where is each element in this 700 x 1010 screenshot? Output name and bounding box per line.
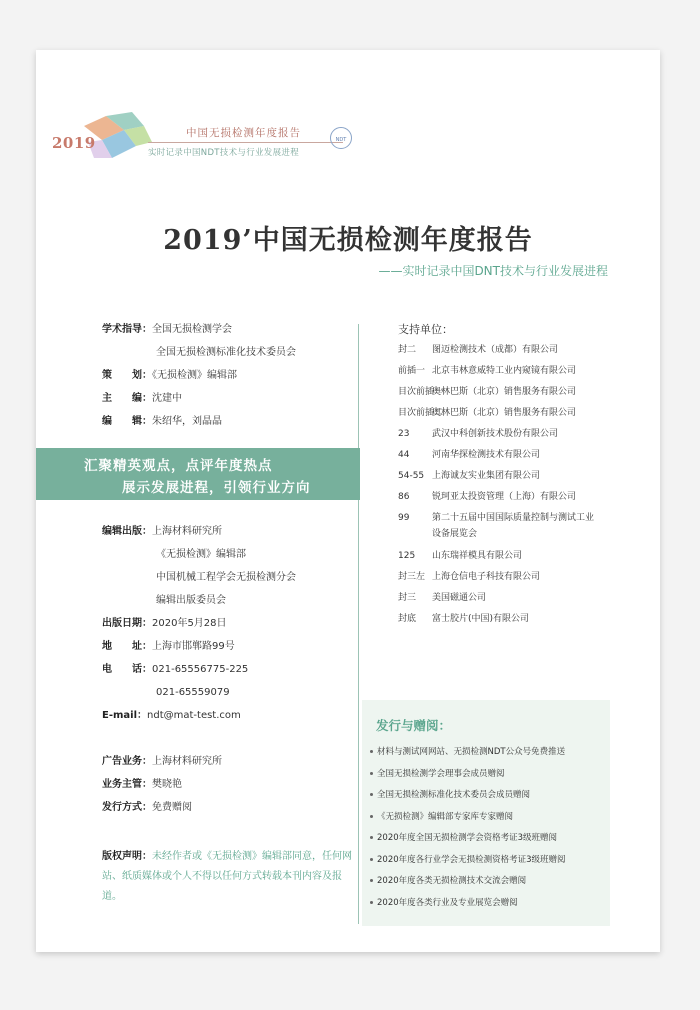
manager-value: 樊晓艳	[152, 779, 182, 790]
slogan-banner	[36, 448, 360, 500]
support-item-company: 第二十五届中国国际质量控制与测试工业	[432, 513, 595, 523]
distribution-item	[370, 788, 530, 800]
distribution-item-text: 2020年度全国无损检测学会资格考证3级班赠阅	[377, 833, 558, 843]
support-item-page: 封三	[398, 593, 417, 603]
chief-editor-value: 沈建中	[152, 393, 182, 404]
document-page	[36, 50, 660, 952]
copyright-notice: 版权声明：未经作者或《无损检测》编辑部同意，任何网站、纸质媒体或个人不得以任何方式转载本刊内容及报道。	[102, 851, 352, 902]
support-item-company: 美国磁通公司	[432, 593, 487, 603]
guidance-value-2: 全国无损检测标准化技术委员会	[156, 347, 296, 358]
support-item-page: 99	[398, 513, 410, 523]
support-item-company: 奥林巴斯（北京）销售服务有限公司	[432, 387, 577, 397]
guidance-row: 学术指导：全国无损检测学会	[102, 324, 232, 335]
distribution-item	[370, 810, 513, 822]
distribution-item-text: 2020年度各类行业及专业展览会赠阅	[377, 897, 518, 908]
editor-row: 编 辑：朱绍华，刘晶晶	[102, 416, 222, 427]
slogan-line-1: 汇聚精英观点，点评年度热点	[84, 458, 273, 474]
distribution-value: 免费赠阅	[152, 802, 192, 813]
slogan-line-2: 展示发展进程，引领行业方向	[122, 480, 311, 496]
publisher-value-3: 中国机械工程学会无损检测分会	[156, 572, 296, 583]
logo-subtitle: 实时记录中国NDT技术与行业发展进程	[148, 148, 299, 158]
manager-row: 业务主管：樊晓艳	[102, 779, 182, 790]
address-label: 地 址	[102, 641, 142, 652]
distribution-row: 发行方式：免费赠阅	[102, 802, 192, 813]
email-label: E-mail	[102, 710, 138, 721]
publisher-value-4: 编辑出版委员会	[156, 595, 226, 606]
support-item-page: 封二	[398, 345, 417, 355]
distribution-item-text: 材料与测试网网站、无损检测NDT公众号免费推送	[377, 747, 566, 757]
support-item-page: 目次前插一	[398, 387, 444, 397]
address-row: 地 址：上海市邯郸路99号	[102, 641, 235, 652]
phone-row: 电 话：021-65556775-225	[102, 664, 249, 675]
email-value[interactable]: ndt@mat-test.com	[147, 710, 241, 721]
distribution-item	[370, 853, 566, 865]
support-item-company: 上海诚友实业集团有限公司	[432, 471, 541, 481]
ad-label: 广告业务	[102, 756, 142, 767]
guidance-value-1: 全国无损检测学会	[152, 324, 232, 335]
bullet-icon	[370, 879, 373, 882]
column-divider	[358, 324, 359, 924]
distribution-item-text: 2020年度各类无损检测技术交流会赠阅	[377, 876, 527, 886]
support-item-company: 北京韦林意威特工业内窥镜有限公司	[432, 366, 577, 376]
support-item-page: 54-55	[398, 471, 425, 481]
bullet-icon	[370, 836, 373, 839]
support-item-company: 上海仓信电子科技有限公司	[432, 572, 541, 582]
publisher-row: 编辑出版：上海材料研究所	[102, 526, 222, 537]
support-item-page: 前插一	[398, 366, 426, 376]
publish-date-row: 出版日期：2020年5月28日	[102, 618, 227, 629]
distribution-box	[362, 700, 610, 926]
distribution-item-text: 《无损检测》编辑部专家库专家赠阅	[377, 811, 514, 822]
editor-label: 编 辑	[102, 416, 142, 427]
ad-value: 上海材料研究所	[152, 756, 222, 767]
page-subtitle: ——实时记录中国DNT技术与行业发展进程	[378, 264, 608, 278]
distribution-item-text: 全国无损检测学会理事会成员赠阅	[377, 768, 505, 779]
copyright-text: 未经作者或《无损检测》编辑部同意，任何网站、纸质媒体或个人不得以任何方式转载本刊内容及报道。	[102, 851, 352, 902]
publish-date-label: 出版日期	[102, 618, 142, 629]
distribution-item	[370, 767, 505, 779]
support-item-company: 武汉中科创新技术股份有限公司	[432, 429, 559, 439]
editor-value: 朱绍华，刘晶晶	[152, 416, 222, 427]
manager-label: 业务主管	[102, 779, 142, 790]
planning-value: 《无损检测》编辑部	[152, 370, 237, 381]
bullet-icon	[370, 901, 373, 904]
support-item-company: 奥林巴斯（北京）销售服务有限公司	[432, 408, 577, 418]
planning-row: 策 划：《无损检测》编辑部	[102, 370, 237, 381]
support-item-company: 图迈检测技术（成都）有限公司	[432, 345, 559, 355]
support-item-page: 44	[398, 450, 410, 460]
support-item-page: 23	[398, 429, 410, 439]
page-title: 2019’中国无损检测年度报告	[163, 225, 533, 256]
support-item-company: 山东瑞祥模具有限公司	[432, 551, 523, 561]
support-item-company: 河南华探检测技术有限公司	[432, 450, 541, 460]
bullet-icon	[370, 772, 373, 775]
support-item-page: 86	[398, 492, 410, 502]
logo-divider	[148, 142, 343, 143]
publisher-label: 编辑出版	[102, 526, 142, 537]
publish-date-value: 2020年5月28日	[152, 618, 227, 629]
support-item-company-continued: 设备展览会	[432, 529, 478, 539]
planning-label: 策 划	[102, 370, 142, 381]
support-item-page: 125	[398, 551, 416, 561]
bullet-icon	[370, 858, 373, 861]
distribution-label: 发行方式	[102, 802, 142, 813]
logo-year: 2019	[52, 134, 96, 152]
support-item-company: 富士胶片(中国)有限公司	[432, 614, 530, 624]
chief-editor-label: 主 编	[102, 393, 142, 404]
phone-value-2: 021-65559079	[156, 687, 230, 698]
phone-value-1: 021-65556775-225	[152, 664, 249, 675]
publisher-value-1: 上海材料研究所	[152, 526, 222, 537]
distribution-item-text: 2020年度各行业学会无损检测资格考证3级班赠阅	[377, 854, 566, 865]
distribution-item	[370, 831, 557, 843]
distribution-item	[370, 896, 518, 908]
distribution-box-title: 发行与赠阅：	[376, 718, 452, 733]
chief-editor-row: 主 编：沈建中	[102, 393, 182, 404]
guidance-label: 学术指导	[102, 324, 142, 335]
publisher-value-2: 《无损检测》编辑部	[156, 549, 246, 560]
copyright-label: 版权声明	[102, 851, 142, 862]
email-row: E-mail：ndt@mat-test.com	[102, 710, 241, 721]
bullet-icon	[370, 815, 373, 818]
logo-title: 中国无损检测年度报告	[186, 127, 301, 139]
phone-label: 电 话	[102, 664, 142, 675]
distribution-item	[370, 874, 526, 886]
address-value: 上海市邯郸路99号	[152, 641, 235, 652]
support-title: 支持单位：	[398, 323, 453, 336]
ndt-badge-icon: NDT	[330, 127, 352, 149]
bullet-icon	[370, 750, 373, 753]
support-item-page: 目次前插二	[398, 408, 444, 418]
bullet-icon	[370, 793, 373, 796]
support-item-page: 封三左	[398, 572, 426, 582]
support-item-page: 封底	[398, 614, 417, 624]
ad-row: 广告业务：上海材料研究所	[102, 756, 222, 767]
distribution-item	[370, 745, 565, 757]
distribution-item-text: 全国无损检测标准化技术委员会成员赠阅	[377, 790, 531, 800]
support-item-company: 锐珂亚太投资管理（上海）有限公司	[432, 492, 577, 502]
